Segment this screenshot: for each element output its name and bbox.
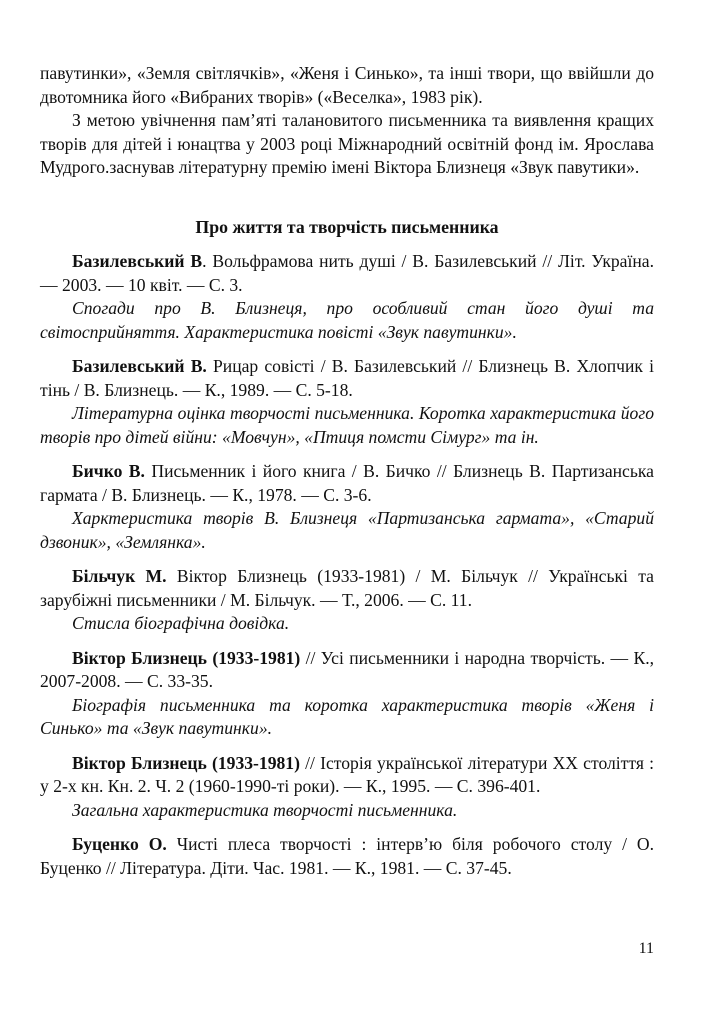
entry-annotation: Літературна оцінка творчості письменника. Коротка характеристика його творів про дітей війни: «Мовчун», «Птиця помсти Сімург» та ін. xyxy=(40,403,654,447)
entry-citation xyxy=(40,647,654,694)
bibliography-entry xyxy=(40,460,654,554)
entry-citation-text: Віктор Близнець (1933-1981) / М. Більчук // Українські та зарубіжні письменники / М. Більчук. — Т., 2006. — С. 11. xyxy=(40,566,654,610)
entry-author: Більчук М. xyxy=(72,566,167,586)
intro-paragraph-2: З метою увічнення пам’яті талановитого письменника та виявлення кращих творів для дітей і юнацтва у 2003 році Міжнародний освітній фонд ім. Ярослава Мудрого.заснував літературну премію імені Віктора Близнеця «Звук павутики». xyxy=(40,110,654,177)
entry-annotation: Біографія письменника та коротка характеристика творів «Женя і Синько» та «Звук павутинки». xyxy=(40,694,654,738)
entry-citation-text: Письменник і його книга / В. Бичко // Близнець В. Партизанська гармата / В. Близнець. — К., 1978. — С. 3-6. xyxy=(40,461,654,505)
bibliography-entry xyxy=(40,250,654,344)
bibliography-entry xyxy=(40,752,654,823)
entry-author: Бичко В. xyxy=(72,461,145,481)
entry-author: Базилевський В. xyxy=(72,356,207,376)
entry-annotation: Харктеристика творів В. Близнеця «Партизанська гармата», «Старий дзвоник», «Землянка». xyxy=(40,508,654,552)
section-heading: Про життя та творчість письменника xyxy=(195,216,499,237)
entry-citation-text: . Вольфрамова нить душі / В. Базилевський // Літ. Україна. — 2003. — 10 квіт. — С. 3. xyxy=(40,251,654,295)
entry-citation-text: Рицар совісті / В. Базилевський // Близнець В. Хлопчик і тінь / В. Близнець. — К., 1989. — С. 5-18. xyxy=(40,356,654,400)
entry-citation xyxy=(40,355,654,402)
bibliography-entry xyxy=(40,565,654,636)
entry-citation-text: Чисті плеса творчості : інтерв’ю біля робочого столу / О. Буценко // Література. Діти. Час. 1981. — К., 1981. — С. 37-45. xyxy=(40,834,654,878)
entry-author: Віктор Близнець (1933-1981) xyxy=(72,647,301,668)
entry-citation-text: // Усі письменники і народна творчість. — К., 2007-2008. — С. 33-35. xyxy=(40,647,654,691)
bibliography-entry xyxy=(40,355,654,449)
entry-annotation: Спогади про В. Близнеця, про особливий стан його душі та світосприйняття. Характеристика повісті «Звук павутинки». xyxy=(40,298,654,342)
intro-paragraph-1: павутинки», «Земля світлячків», «Женя і Синько», та інші твори, що ввійшли до двотомника його «Вибраних творів» («Веселка», 1983 рік). xyxy=(40,63,654,107)
page-number: 11 xyxy=(638,940,654,957)
entry-citation xyxy=(40,833,654,880)
entry-citation xyxy=(40,460,654,507)
page-content xyxy=(40,62,654,891)
entry-author: Віктор Близнець (1933-1981) xyxy=(72,752,300,773)
entry-annotation: Стисла біографічна довідка. xyxy=(72,613,290,633)
bibliography-entry xyxy=(40,833,654,880)
bibliography-entry xyxy=(40,647,654,741)
entry-author: Базилевський В xyxy=(72,251,203,271)
entry-citation xyxy=(40,565,654,612)
entry-annotation: Загальна характеристика творчості письменника. xyxy=(72,799,458,820)
entry-citation-text: // Історія української літератури XX століття : у 2-х кн. Кн. 2. Ч. 2 (1960-1990-ті роки). — К., 1995. — С. 396-401. xyxy=(40,752,654,796)
entry-citation xyxy=(40,250,654,297)
entry-author: Буценко О. xyxy=(72,834,167,854)
entry-citation xyxy=(40,752,654,799)
